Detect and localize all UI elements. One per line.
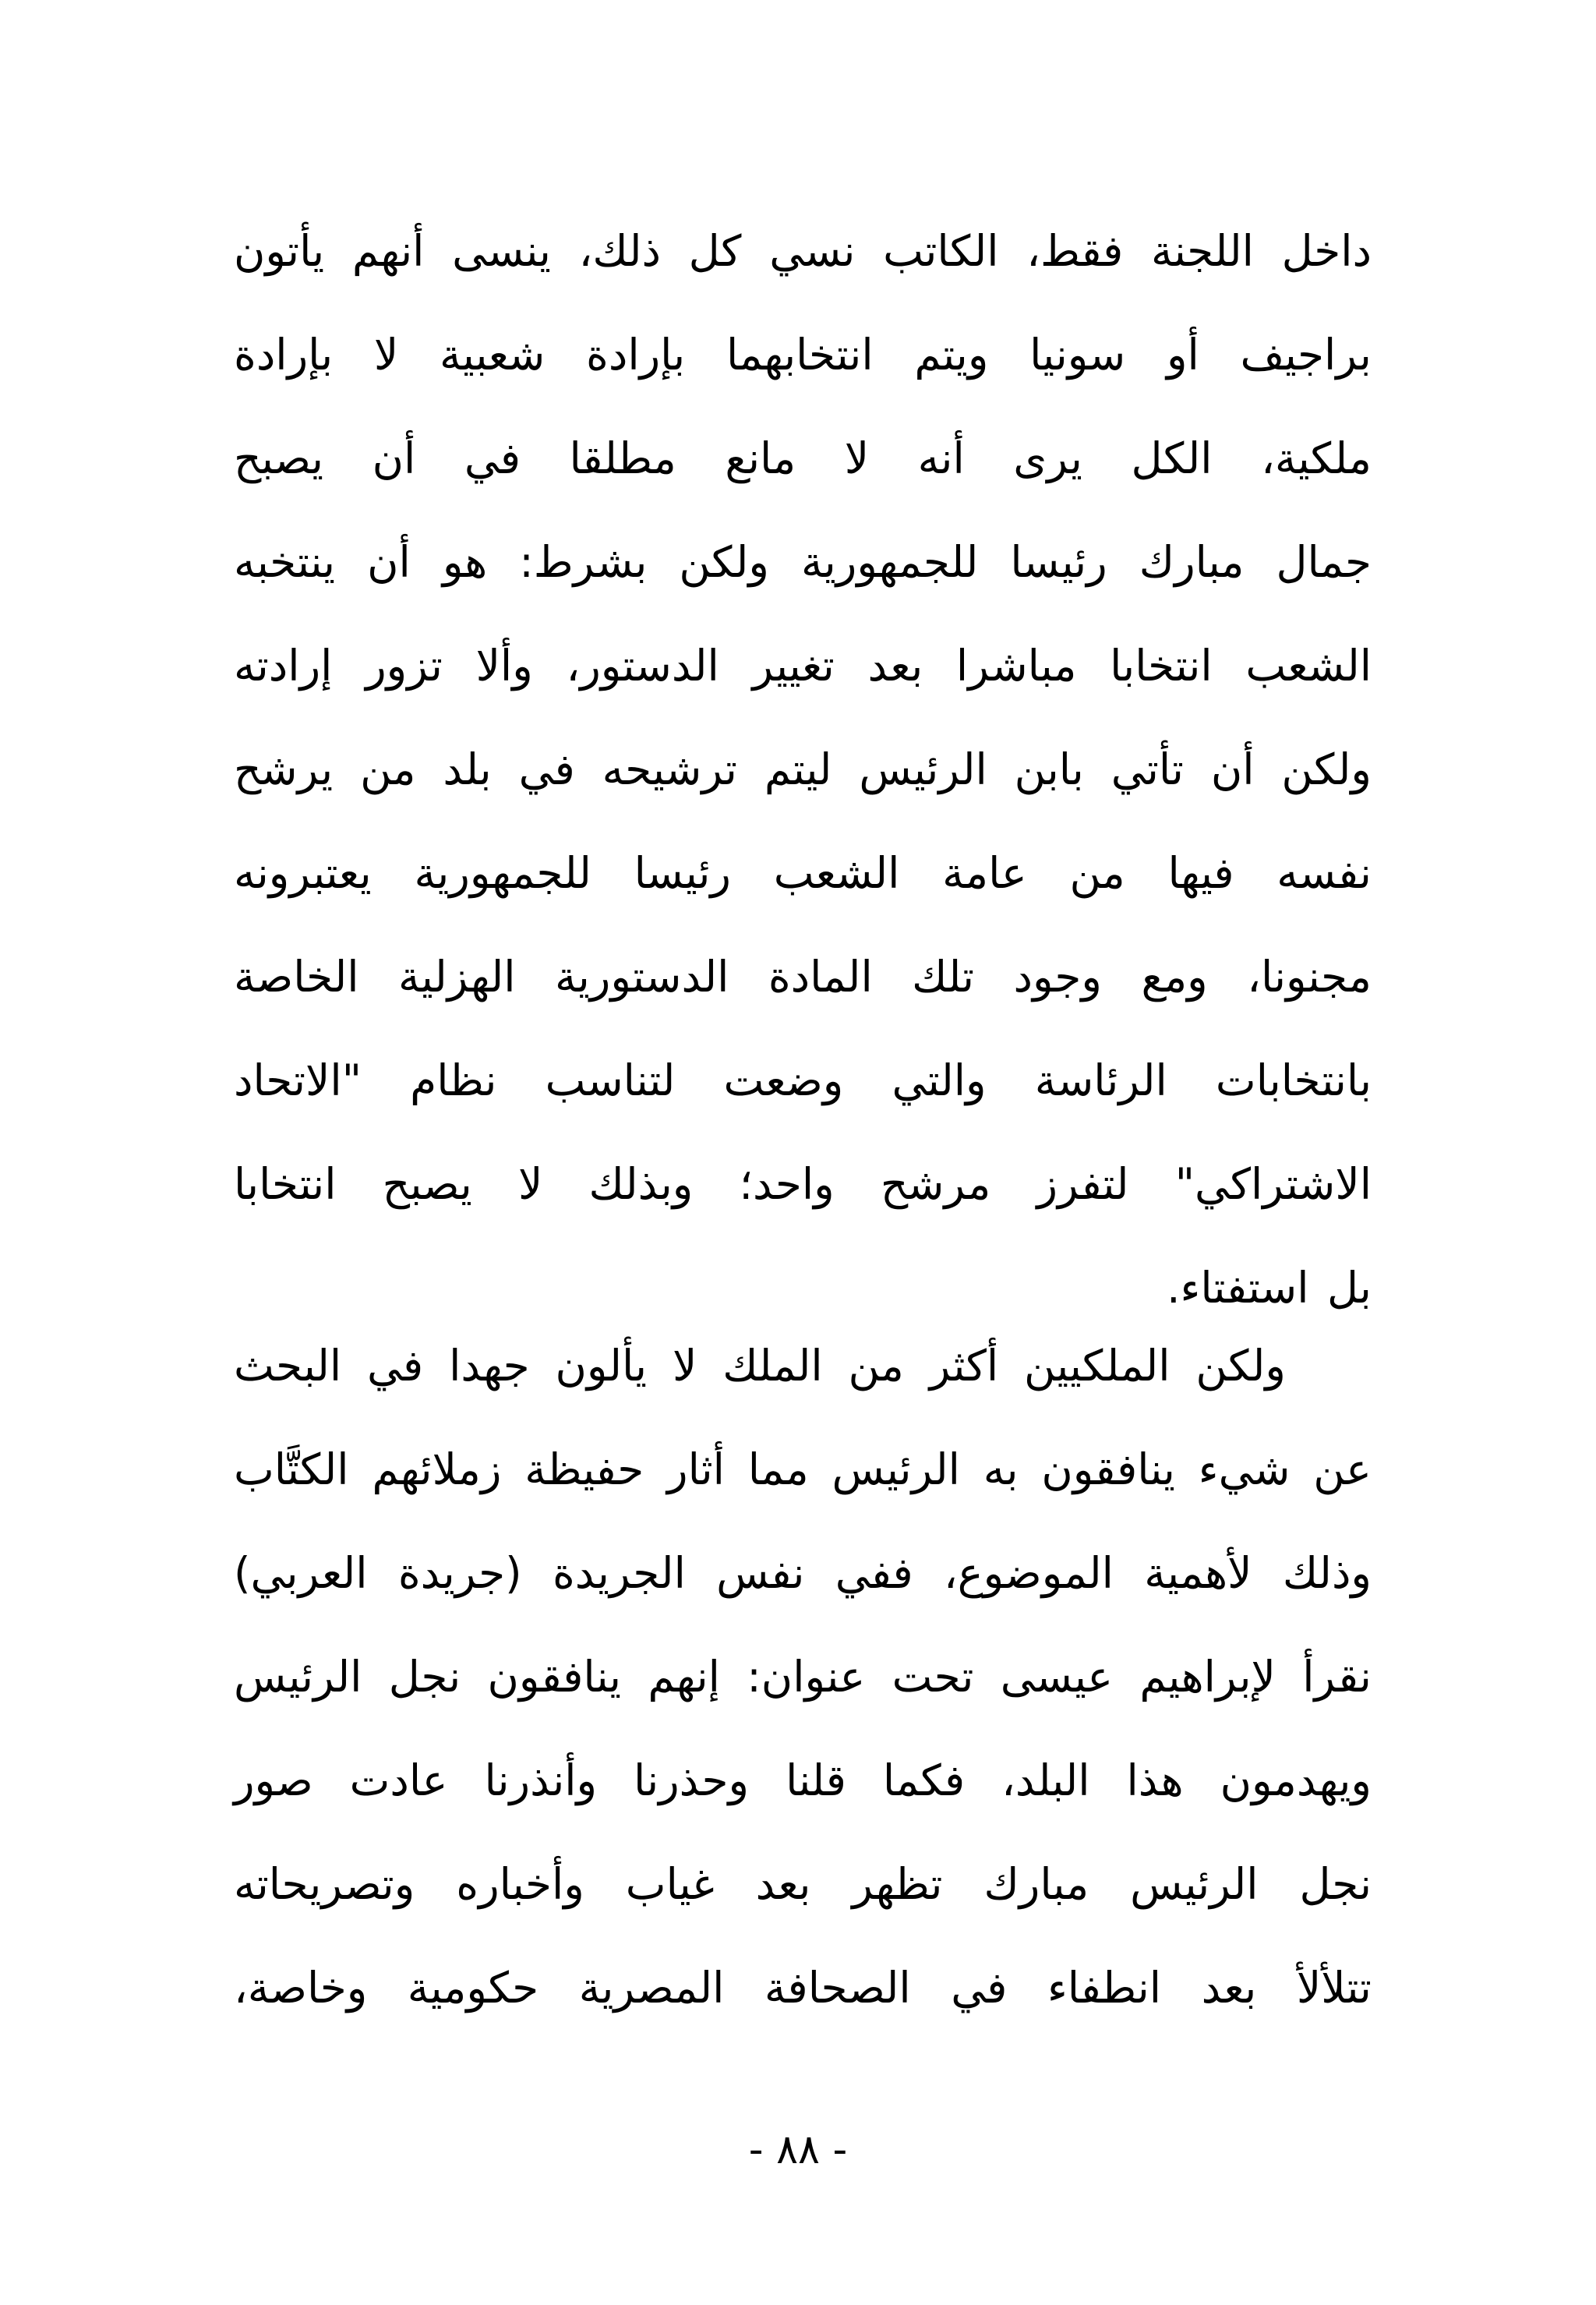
text-line: براجيف أو سونيا ويتم انتخابهما بإرادة شعبية لا بإرادة <box>234 330 1372 380</box>
text-line: داخل اللجنة فقط، الكاتب نسي كل ذلك، ينسى أنهم يأتون <box>234 226 1372 276</box>
text-line: ولكن الملكيين أكثر من الملك لا يألون جهدا في البحث <box>234 1341 1286 1391</box>
text-line: نجل الرئيس مبارك تظهر بعد غياب وأخباره وتصريحاته <box>234 1859 1372 1909</box>
text-line: عن شيء ينافقون به الرئيس مما أثار حفيظة زملائهم الكتَّاب <box>234 1444 1372 1494</box>
paragraph-2 <box>234 1314 1372 2040</box>
text-line: ولكن أن تأتي بابن الرئيس ليتم ترشيحه في بلد من يرشح <box>234 744 1372 794</box>
text-line: جمال مبارك رئيسا للجمهورية ولكن بشرط: هو أن ينتخبه <box>234 537 1372 587</box>
text-line: الشعب انتخابا مباشرا بعد تغيير الدستور، وألا تزور إرادته <box>234 641 1372 691</box>
text-line: بل استفتاء. <box>1167 1263 1372 1313</box>
page-number: - ٨٨ - <box>748 2126 848 2173</box>
text-line: بانتخابات الرئاسة والتي وضعت لتناسب نظام "الاتحاد <box>234 1055 1372 1105</box>
text-line: ويهدمون هذا البلد، فكما قلنا وحذرنا وأنذرنا عادت صور <box>234 1755 1372 1805</box>
text-line: الاشتراكي" لتفرز مرشح واحد؛ وبذلك لا يصبح انتخابا <box>234 1159 1372 1209</box>
text-line: مجنونا، ومع وجود تلك المادة الدستورية الهزلية الخاصة <box>234 952 1372 1002</box>
text-line: ملكية، الكل يرى أنه لا مانع مطلقا في أن يصبح <box>234 433 1372 483</box>
paragraph-1 <box>234 200 1372 1340</box>
text-line: وذلك لأهمية الموضوع، ففي نفس الجريدة (جريدة العربي) <box>234 1548 1372 1598</box>
text-line: تتلألأ بعد انطفاء في الصحافة المصرية حكومية وخاصة، <box>234 1963 1372 2013</box>
text-line: نقرأ لإبراهيم عيسى تحت عنوان: إنهم ينافقون نجل الرئيس <box>234 1652 1372 1702</box>
text-line: نفسه فيها من عامة الشعب رئيسا للجمهورية يعتبرونه <box>234 848 1372 898</box>
